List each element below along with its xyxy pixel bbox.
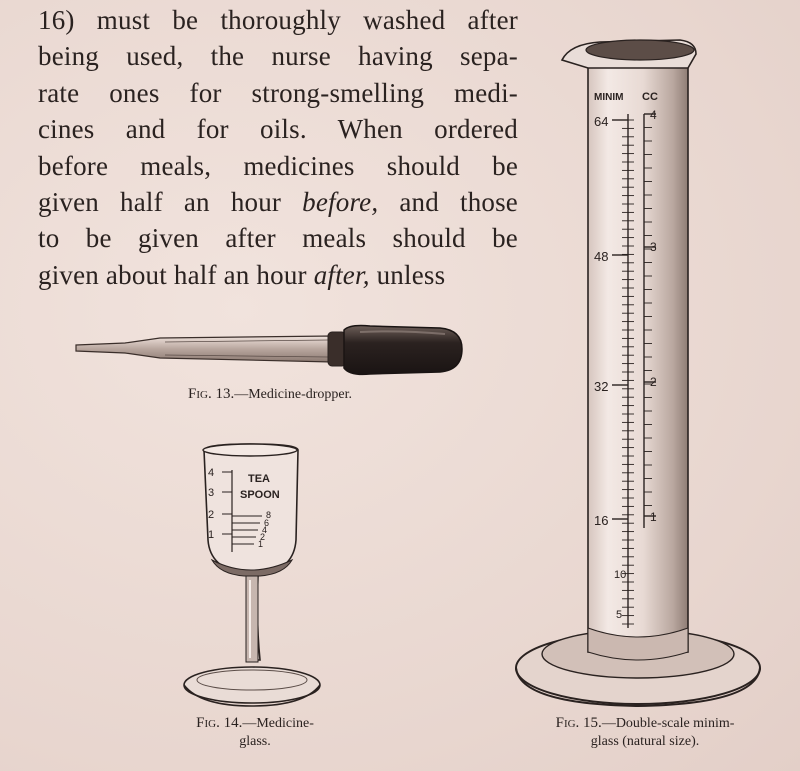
fig15-caption: Fig. 15.—Double-scale minim- glass (natural size). <box>555 715 735 749</box>
text-line-1: 16) must be thoroughly washed after <box>38 5 518 35</box>
text-line-6: given half an hour before, and those <box>38 187 518 218</box>
glass-tsp-1: 1 <box>258 539 264 549</box>
fig13-caption: Fig. 13.—Medicine-dropper. <box>188 386 352 402</box>
cc-header: CC <box>642 91 658 103</box>
minim-mark-48: 48 <box>594 249 609 264</box>
glass-mark-4: 4 <box>208 467 215 479</box>
text-line-3: rate ones for strong-smelling medi- <box>38 77 518 108</box>
glass-mark-2: 2 <box>208 509 215 521</box>
medicine-dropper-illustration <box>70 318 470 378</box>
cc-mark-4: 4 <box>650 108 657 122</box>
glass-tsp-2: 2 <box>260 532 266 542</box>
medicine-glass-illustration <box>180 440 330 710</box>
text-line-5: before meals, medicines should be <box>38 150 518 181</box>
italic-after: after, <box>313 259 370 290</box>
glass-mark-3: 3 <box>208 487 215 499</box>
cc-mark-3: 3 <box>650 240 657 254</box>
italic-before: before, <box>302 187 379 218</box>
glass-tsp-8: 8 <box>266 510 272 520</box>
text-line-7: to be given after meals should be <box>38 223 518 254</box>
minim-header: MINIM <box>594 92 624 103</box>
glass-tsp-4: 4 <box>262 525 268 535</box>
glass-header-spoon: SPOON <box>240 489 280 501</box>
minim-mark-5: 5 <box>616 609 623 621</box>
cc-mark-1: 1 <box>650 510 657 524</box>
minim-mark-32: 32 <box>594 379 609 394</box>
body-text <box>38 2 518 293</box>
glass-header-tea: TEA <box>248 473 270 485</box>
minim-mark-10: 10 <box>614 569 627 581</box>
cc-mark-2: 2 <box>650 375 657 389</box>
minim-mark-64: 64 <box>594 114 609 129</box>
text-line-8: given about half an hour after, unless <box>38 259 446 290</box>
minim-mark-16: 16 <box>594 513 609 528</box>
text-line-2: being used, the nurse having sepa- <box>38 41 518 72</box>
text-line-4: cines and for oils. When ordered <box>38 114 518 145</box>
fig14-caption: Fig. 14.—Medicine- glass. <box>196 715 314 749</box>
glass-tsp-6: 6 <box>264 518 270 528</box>
glass-mark-1: 1 <box>208 529 215 541</box>
minim-glass-illustration <box>510 28 770 708</box>
